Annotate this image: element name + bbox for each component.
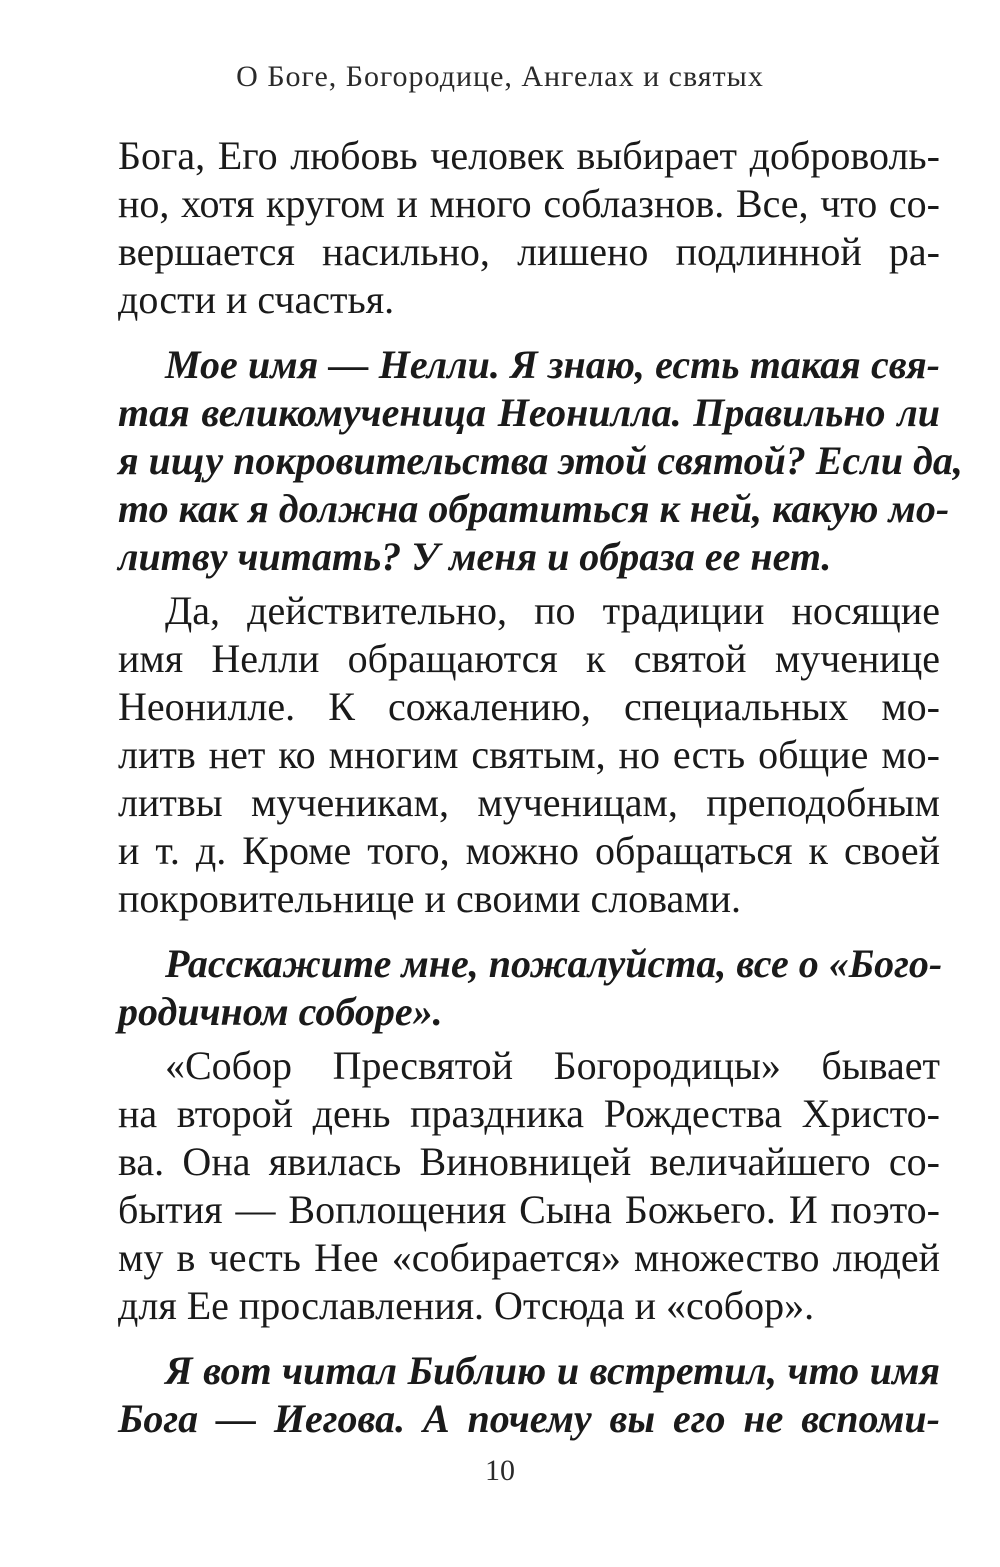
- text-line: Неонилле. К сожалению, специальных мо-: [118, 684, 940, 729]
- running-header: О Боге, Богородице, Ангелах и святых: [236, 60, 764, 93]
- answer-paragraph: [118, 132, 940, 324]
- text-line: родичном соборе».: [118, 989, 443, 1034]
- text-line: тая великомученица Неонилла. Правильно ли: [118, 390, 940, 435]
- page-number: 10: [485, 1454, 515, 1487]
- text-line: Я вот читал Библию и встретил, что имя: [165, 1348, 940, 1393]
- answer-paragraph: [118, 587, 940, 923]
- text-line: на второй день праздника Рождества Христо-: [118, 1091, 940, 1136]
- text-line: покровительнице и своими словами.: [118, 876, 741, 921]
- text-line: и т. д. Кроме того, можно обращаться к своей: [118, 828, 940, 873]
- text-line: имя Нелли обращаются к святой мученице: [118, 636, 940, 681]
- text-line: для Ее прославления. Отсюда и «собор».: [118, 1283, 815, 1328]
- text-line: бытия — Воплощения Сына Божьего. И поэто-: [118, 1187, 940, 1232]
- text-line: дости и счастья.: [118, 277, 395, 322]
- text-line: то как я должна обратиться к ней, какую мо-: [118, 486, 950, 531]
- text-line: «Собор Пресвятой Богородицы» бывает: [165, 1043, 940, 1088]
- text-line: но, хотя кругом и много соблазнов. Все, что со-: [118, 181, 940, 226]
- text-line: литв нет ко многим святым, но есть общие мо-: [118, 732, 940, 777]
- question-paragraph: [118, 940, 943, 1036]
- text-line: Расскажите мне, пожалуйста, все о «Бого-: [165, 941, 943, 986]
- text-line: ва. Она явилась Виновницей величайшего со-: [118, 1139, 940, 1184]
- text-line: вершается насильно, лишено подлинной ра-: [118, 229, 940, 274]
- question-paragraph: [118, 341, 963, 581]
- text-line: литву читать? У меня и образа ее нет.: [118, 534, 832, 579]
- text-line: литвы мученикам, мученицам, преподобным: [118, 780, 940, 825]
- question-paragraph: [118, 1347, 940, 1443]
- text-line: я ищу покровительства этой святой? Если да,: [118, 438, 963, 483]
- text-line: му в честь Нее «собирается» множество людей: [118, 1235, 940, 1280]
- page-body: [118, 132, 963, 1443]
- text-line: Бога — Иегова. А почему вы его не вспоми-: [118, 1396, 940, 1441]
- text-line: Да, действительно, по традиции носящие: [165, 588, 940, 633]
- text-line: Мое имя — Нелли. Я знаю, есть такая свя-: [165, 342, 940, 387]
- text-line: Бога, Его любовь человек выбирает доброволь-: [118, 133, 940, 178]
- answer-paragraph: [118, 1042, 940, 1330]
